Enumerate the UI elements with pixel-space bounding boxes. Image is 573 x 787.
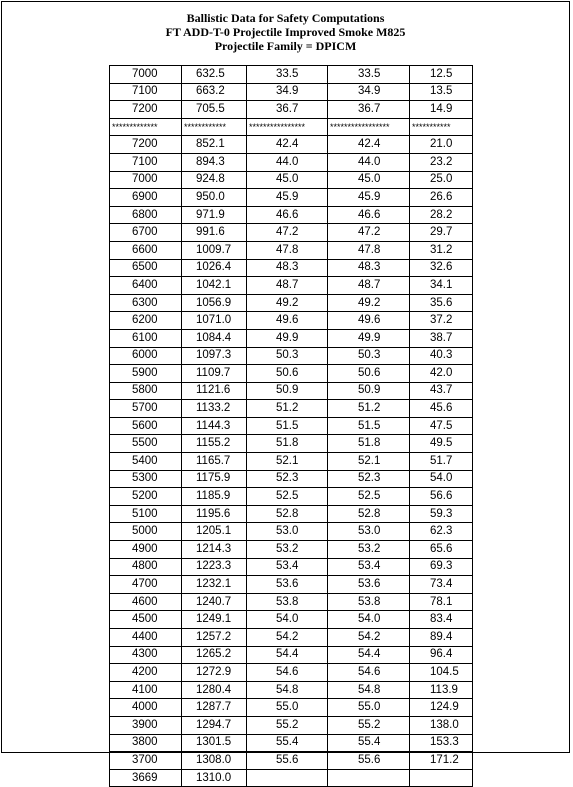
table-cell: 53.6 (328, 576, 410, 594)
table-cell: 153.3 (410, 734, 473, 752)
table-cell: 73.4 (410, 576, 473, 594)
table-cell: 1165.7 (182, 453, 247, 471)
table-cell: 4800 (110, 558, 182, 576)
table-cell: 50.9 (328, 382, 410, 400)
table-cell: 55.0 (247, 699, 328, 717)
table-cell: 705.5 (182, 101, 247, 119)
table-cell: 54.6 (328, 664, 410, 682)
header-title: Ballistic Data for Safety Computations (186, 11, 385, 25)
table-cell: 40.3 (410, 347, 473, 365)
table-cell (247, 769, 328, 787)
table-cell: 7200 (110, 101, 182, 119)
table-cell: 14.9 (410, 101, 473, 119)
table-cell: 55.0 (328, 699, 410, 717)
table-cell: 4400 (110, 629, 182, 647)
table-cell: 54.2 (328, 629, 410, 647)
table-cell: 48.7 (247, 277, 328, 295)
table-cell: 54.8 (328, 681, 410, 699)
table-cell: 51.8 (328, 435, 410, 453)
table-row (110, 646, 473, 664)
table-row (110, 66, 473, 84)
table-cell: 56.6 (410, 488, 473, 506)
table-row (110, 470, 473, 488)
table-cell: 29.7 (410, 224, 473, 242)
table-cell: 34.9 (247, 83, 328, 101)
table-cell: 51.7 (410, 453, 473, 471)
table-cell: 4700 (110, 576, 182, 594)
table-cell: 50.3 (247, 347, 328, 365)
table-cell: 113.9 (410, 681, 473, 699)
table-cell: 47.8 (328, 241, 410, 259)
table-row (110, 505, 473, 523)
table-cell: 1301.5 (182, 734, 247, 752)
table-cell: 6500 (110, 259, 182, 277)
table-cell: 34.1 (410, 277, 473, 295)
table-cell: 44.0 (247, 153, 328, 171)
table-cell: 54.0 (410, 470, 473, 488)
table-cell: 36.7 (247, 101, 328, 119)
table-cell: 49.6 (328, 312, 410, 330)
table-cell: 54.2 (247, 629, 328, 647)
table-cell: *********** (410, 118, 473, 136)
table-cell: 55.4 (328, 734, 410, 752)
table-cell: 28.2 (410, 206, 473, 224)
table-cell: 4500 (110, 611, 182, 629)
table-cell: 6400 (110, 277, 182, 295)
table-cell: 55.6 (328, 752, 410, 770)
table-cell: 5900 (110, 365, 182, 383)
table-cell: 96.4 (410, 646, 473, 664)
table-cell: 54.4 (328, 646, 410, 664)
table-cell: 1223.3 (182, 558, 247, 576)
table-cell: 7000 (110, 66, 182, 84)
table-cell: 1097.3 (182, 347, 247, 365)
table-cell: 5100 (110, 505, 182, 523)
table-cell: 49.5 (410, 435, 473, 453)
table-cell: 50.9 (247, 382, 328, 400)
table-cell: 51.8 (247, 435, 328, 453)
table-row (110, 664, 473, 682)
table-cell: 1009.7 (182, 241, 247, 259)
table-row (110, 734, 473, 752)
table-cell: 52.8 (328, 505, 410, 523)
table-cell: 4200 (110, 664, 182, 682)
table-cell: 1249.1 (182, 611, 247, 629)
table-row (110, 153, 473, 171)
table-row (110, 400, 473, 418)
table-cell: 49.6 (247, 312, 328, 330)
table-body (110, 66, 473, 787)
table-cell: 23.2 (410, 153, 473, 171)
table-cell: 50.6 (247, 365, 328, 383)
table-row (110, 681, 473, 699)
table-row (110, 83, 473, 101)
table-cell: 6900 (110, 189, 182, 207)
header-subtitle: FT ADD-T-0 Projectile Improved Smoke M825 (165, 25, 406, 39)
table-row (110, 435, 473, 453)
table-cell: 5200 (110, 488, 182, 506)
table-row (110, 769, 473, 787)
table-cell: 47.5 (410, 417, 473, 435)
table-cell: 50.3 (328, 347, 410, 365)
table-cell: 53.0 (247, 523, 328, 541)
table-cell: 1133.2 (182, 400, 247, 418)
table-cell: 3700 (110, 752, 182, 770)
table-cell: 69.3 (410, 558, 473, 576)
table-cell: 4000 (110, 699, 182, 717)
table-cell: 1294.7 (182, 716, 247, 734)
table-cell: 3800 (110, 734, 182, 752)
table-row (110, 382, 473, 400)
table-cell: 31.2 (410, 241, 473, 259)
table-cell: 78.1 (410, 593, 473, 611)
table-cell: 1287.7 (182, 699, 247, 717)
table-cell: 1175.9 (182, 470, 247, 488)
table-cell: 6600 (110, 241, 182, 259)
table-cell: 924.8 (182, 171, 247, 189)
table-row (110, 593, 473, 611)
table-row (110, 189, 473, 207)
table-cell: 4100 (110, 681, 182, 699)
table-cell: 1042.1 (182, 277, 247, 295)
table-cell: 46.6 (247, 206, 328, 224)
table-cell: 53.4 (328, 558, 410, 576)
ballistic-data-table (109, 65, 473, 787)
table-cell: 4300 (110, 646, 182, 664)
table-cell: 47.8 (247, 241, 328, 259)
table-cell: 852.1 (182, 136, 247, 154)
table-cell: 33.5 (328, 66, 410, 84)
table-cell: 3900 (110, 716, 182, 734)
table-cell: 1185.9 (182, 488, 247, 506)
table-cell: 104.5 (410, 664, 473, 682)
table-cell: 52.5 (247, 488, 328, 506)
table-cell: ************ (182, 118, 247, 136)
table-cell: 32.6 (410, 259, 473, 277)
table-cell: 1026.4 (182, 259, 247, 277)
table-cell: 89.4 (410, 629, 473, 647)
table-cell: 50.6 (328, 365, 410, 383)
table-cell: 42.0 (410, 365, 473, 383)
table-row (110, 294, 473, 312)
table-cell: 6300 (110, 294, 182, 312)
table-cell: 171.2 (410, 752, 473, 770)
table-row (110, 576, 473, 594)
table-row (110, 101, 473, 119)
table-cell: 49.9 (328, 329, 410, 347)
table-cell: 51.5 (247, 417, 328, 435)
table-cell: 48.3 (328, 259, 410, 277)
table-cell: 5700 (110, 400, 182, 418)
table-cell: 1272.9 (182, 664, 247, 682)
table-cell: 43.7 (410, 382, 473, 400)
table-row (110, 277, 473, 295)
table-cell: 26.6 (410, 189, 473, 207)
table-cell: 4600 (110, 593, 182, 611)
table-cell: 45.0 (247, 171, 328, 189)
table-cell: 37.2 (410, 312, 473, 330)
separator-row (110, 118, 473, 136)
table-cell: 1232.1 (182, 576, 247, 594)
table-cell: 51.5 (328, 417, 410, 435)
table-cell: 12.5 (410, 66, 473, 84)
table-cell: 49.2 (328, 294, 410, 312)
table-row (110, 241, 473, 259)
table-row (110, 365, 473, 383)
table-cell: 62.3 (410, 523, 473, 541)
table-row (110, 716, 473, 734)
table-cell: 1310.0 (182, 769, 247, 787)
table-cell: 1121.6 (182, 382, 247, 400)
table-row (110, 171, 473, 189)
table-cell: 35.6 (410, 294, 473, 312)
table-cell: 45.9 (247, 189, 328, 207)
table-row (110, 329, 473, 347)
table-cell: 1265.2 (182, 646, 247, 664)
table-cell: 53.8 (328, 593, 410, 611)
table-row (110, 523, 473, 541)
table-cell: 83.4 (410, 611, 473, 629)
table-cell: 1308.0 (182, 752, 247, 770)
table-cell: 59.3 (410, 505, 473, 523)
table-cell: 47.2 (247, 224, 328, 242)
table-cell: 894.3 (182, 153, 247, 171)
table-cell: ************* (110, 118, 182, 136)
table-cell: 6700 (110, 224, 182, 242)
table-cell: 55.4 (247, 734, 328, 752)
table-cell: 54.6 (247, 664, 328, 682)
table-cell: 1257.2 (182, 629, 247, 647)
document-header (2, 11, 569, 53)
table-cell: 51.2 (328, 400, 410, 418)
table-cell: 950.0 (182, 189, 247, 207)
table-cell: 48.7 (328, 277, 410, 295)
table-cell: 53.2 (247, 541, 328, 559)
table-cell: 52.1 (247, 453, 328, 471)
table-row (110, 417, 473, 435)
table-cell: 52.1 (328, 453, 410, 471)
table-row (110, 453, 473, 471)
table-cell (410, 769, 473, 787)
table-row (110, 136, 473, 154)
table-cell: 51.2 (247, 400, 328, 418)
table-row (110, 224, 473, 242)
table-cell: 7200 (110, 136, 182, 154)
table-row (110, 206, 473, 224)
table-cell: 1195.6 (182, 505, 247, 523)
table-cell: 5300 (110, 470, 182, 488)
table-cell: 52.3 (328, 470, 410, 488)
table-cell: 6100 (110, 329, 182, 347)
table-cell: 7000 (110, 171, 182, 189)
table-cell: 6800 (110, 206, 182, 224)
table-cell: 55.6 (247, 752, 328, 770)
table-row (110, 541, 473, 559)
table-cell: 53.6 (247, 576, 328, 594)
header-family: Projectile Family = DPICM (214, 39, 357, 53)
table-cell: 5500 (110, 435, 182, 453)
table-cell: 13.5 (410, 83, 473, 101)
table-row (110, 347, 473, 365)
table-cell: 6000 (110, 347, 182, 365)
table-row (110, 611, 473, 629)
table-cell: 47.2 (328, 224, 410, 242)
table-row (110, 312, 473, 330)
table-cell: 1280.4 (182, 681, 247, 699)
table-cell: 55.2 (247, 716, 328, 734)
table-cell: 1205.1 (182, 523, 247, 541)
table-cell: 5800 (110, 382, 182, 400)
table-cell: 663.2 (182, 83, 247, 101)
table-cell: 21.0 (410, 136, 473, 154)
table-cell: 1056.9 (182, 294, 247, 312)
table-cell: 7100 (110, 83, 182, 101)
table-cell: 138.0 (410, 716, 473, 734)
table-cell: 49.9 (247, 329, 328, 347)
table-cell: 1109.7 (182, 365, 247, 383)
table-cell: 52.8 (247, 505, 328, 523)
table-cell: 53.0 (328, 523, 410, 541)
table-row (110, 259, 473, 277)
table-cell: 38.7 (410, 329, 473, 347)
table-row (110, 558, 473, 576)
table-cell: 7100 (110, 153, 182, 171)
table-row (110, 752, 473, 770)
table-cell: 52.3 (247, 470, 328, 488)
table-cell: 5400 (110, 453, 182, 471)
table-cell: 54.8 (247, 681, 328, 699)
table-cell: 53.4 (247, 558, 328, 576)
table-cell: ***************** (328, 118, 410, 136)
table-cell: 5600 (110, 417, 182, 435)
table-cell: 124.9 (410, 699, 473, 717)
table-cell: 25.0 (410, 171, 473, 189)
table-cell (328, 769, 410, 787)
table-cell: 52.5 (328, 488, 410, 506)
table-cell: 53.8 (247, 593, 328, 611)
table-cell: 6200 (110, 312, 182, 330)
table-cell: 54.0 (328, 611, 410, 629)
table-cell: 45.6 (410, 400, 473, 418)
table-cell: 54.4 (247, 646, 328, 664)
table-cell: 971.9 (182, 206, 247, 224)
table-cell: 1084.4 (182, 329, 247, 347)
table-cell: 54.0 (247, 611, 328, 629)
table-cell: 991.6 (182, 224, 247, 242)
table-cell: 55.2 (328, 716, 410, 734)
table-cell: 33.5 (247, 66, 328, 84)
table-cell: 5000 (110, 523, 182, 541)
table-cell: 1155.2 (182, 435, 247, 453)
table-cell: 1144.3 (182, 417, 247, 435)
table-cell: 36.7 (328, 101, 410, 119)
table-row (110, 488, 473, 506)
table-cell: 632.5 (182, 66, 247, 84)
table-cell: 42.4 (247, 136, 328, 154)
table-row (110, 699, 473, 717)
table-cell: 48.3 (247, 259, 328, 277)
table-cell: 3669 (110, 769, 182, 787)
table-row (110, 629, 473, 647)
table-cell: 65.6 (410, 541, 473, 559)
table-cell: 46.6 (328, 206, 410, 224)
table-cell: 1240.7 (182, 593, 247, 611)
table-cell: 45.9 (328, 189, 410, 207)
table-cell: **************** (247, 118, 328, 136)
table-cell: 42.4 (328, 136, 410, 154)
table-cell: 34.9 (328, 83, 410, 101)
table-cell: 1214.3 (182, 541, 247, 559)
table-cell: 45.0 (328, 171, 410, 189)
table-cell: 53.2 (328, 541, 410, 559)
table-cell: 49.2 (247, 294, 328, 312)
table-cell: 1071.0 (182, 312, 247, 330)
table-cell: 44.0 (328, 153, 410, 171)
table-cell: 4900 (110, 541, 182, 559)
